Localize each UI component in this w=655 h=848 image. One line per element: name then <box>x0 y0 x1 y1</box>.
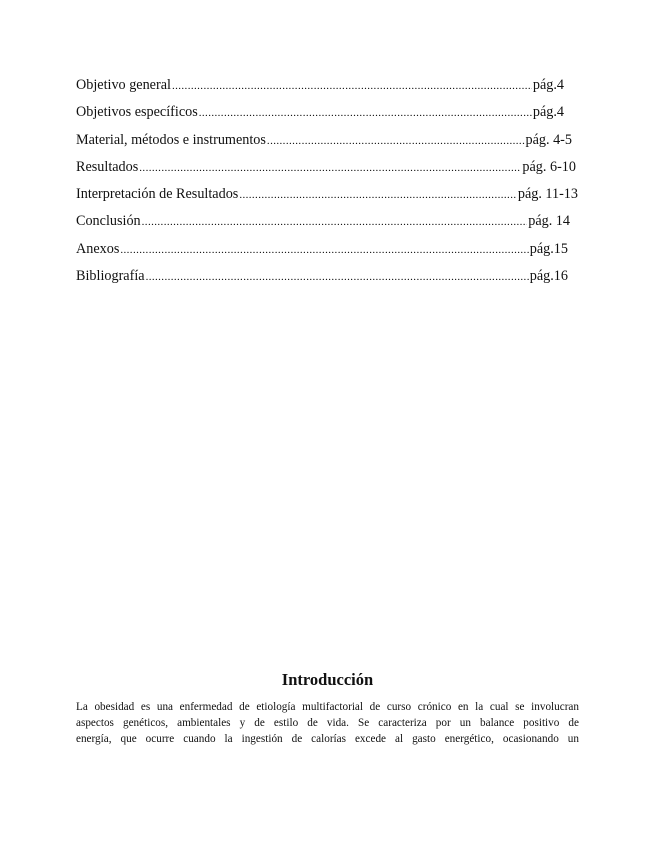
toc-entry-page: pág.4 <box>532 77 564 93</box>
introduction-heading: Introducción <box>281 670 374 689</box>
toc-entry-title: Interpretación de Resultados <box>76 186 239 203</box>
introduction-paragraph <box>76 699 579 747</box>
toc-dot-leader <box>146 267 529 287</box>
toc-entry-page: pág. 11-13 <box>517 186 578 203</box>
toc-entry-title: Resultados <box>76 158 139 175</box>
toc-entry-page: pág.16 <box>529 268 568 285</box>
toc-dot-leader <box>199 103 532 123</box>
toc-entry-conclusion <box>76 211 570 238</box>
toc-dot-leader <box>142 212 528 232</box>
toc-entry-page: pág. 6-10 <box>522 158 576 175</box>
toc-entry-title: Anexos <box>76 240 120 257</box>
paragraph-line: energía, que ocurre cuando la ingestión de calorías excede al gasto energético, ocasionando un <box>76 733 579 745</box>
toc-entry-title: Conclusión <box>76 213 141 230</box>
paragraph-line: aspectos genéticos, ambientales y de estilo de vida. Se caracteriza por un balance positivo de <box>76 717 579 729</box>
table-of-contents <box>76 75 596 293</box>
toc-entry-interpretacion <box>76 184 578 211</box>
toc-dot-leader <box>267 131 525 151</box>
toc-dot-leader <box>239 185 517 205</box>
toc-entry-page: pág. 4-5 <box>525 131 572 148</box>
toc-entry-bibliografia <box>76 266 568 293</box>
toc-dot-leader <box>120 240 528 260</box>
toc-entry-anexos <box>76 239 568 266</box>
toc-entry-page: pág.15 <box>529 240 568 257</box>
toc-entry-resultados <box>76 157 576 184</box>
toc-entry-title: Bibliografía <box>76 268 145 285</box>
toc-entry-objetivos-especificos <box>76 102 564 129</box>
toc-entry-title: Objetivos específicos <box>76 104 198 121</box>
toc-dot-leader <box>139 158 521 178</box>
toc-entry-page: pág.4 <box>532 104 564 121</box>
toc-entry-title: Material, métodos e instrumentos <box>76 131 266 148</box>
toc-entry-objetivo-general <box>76 75 564 102</box>
toc-entry-title: Objetivo general <box>76 77 171 93</box>
paragraph-line: La obesidad es una enfermedad de etiología multifactorial de curso crónico en la cual se involucran <box>76 701 579 713</box>
toc-dot-leader <box>172 76 532 96</box>
toc-entry-page: pág. 14 <box>528 213 570 230</box>
toc-entry-material-metodos <box>76 130 572 157</box>
